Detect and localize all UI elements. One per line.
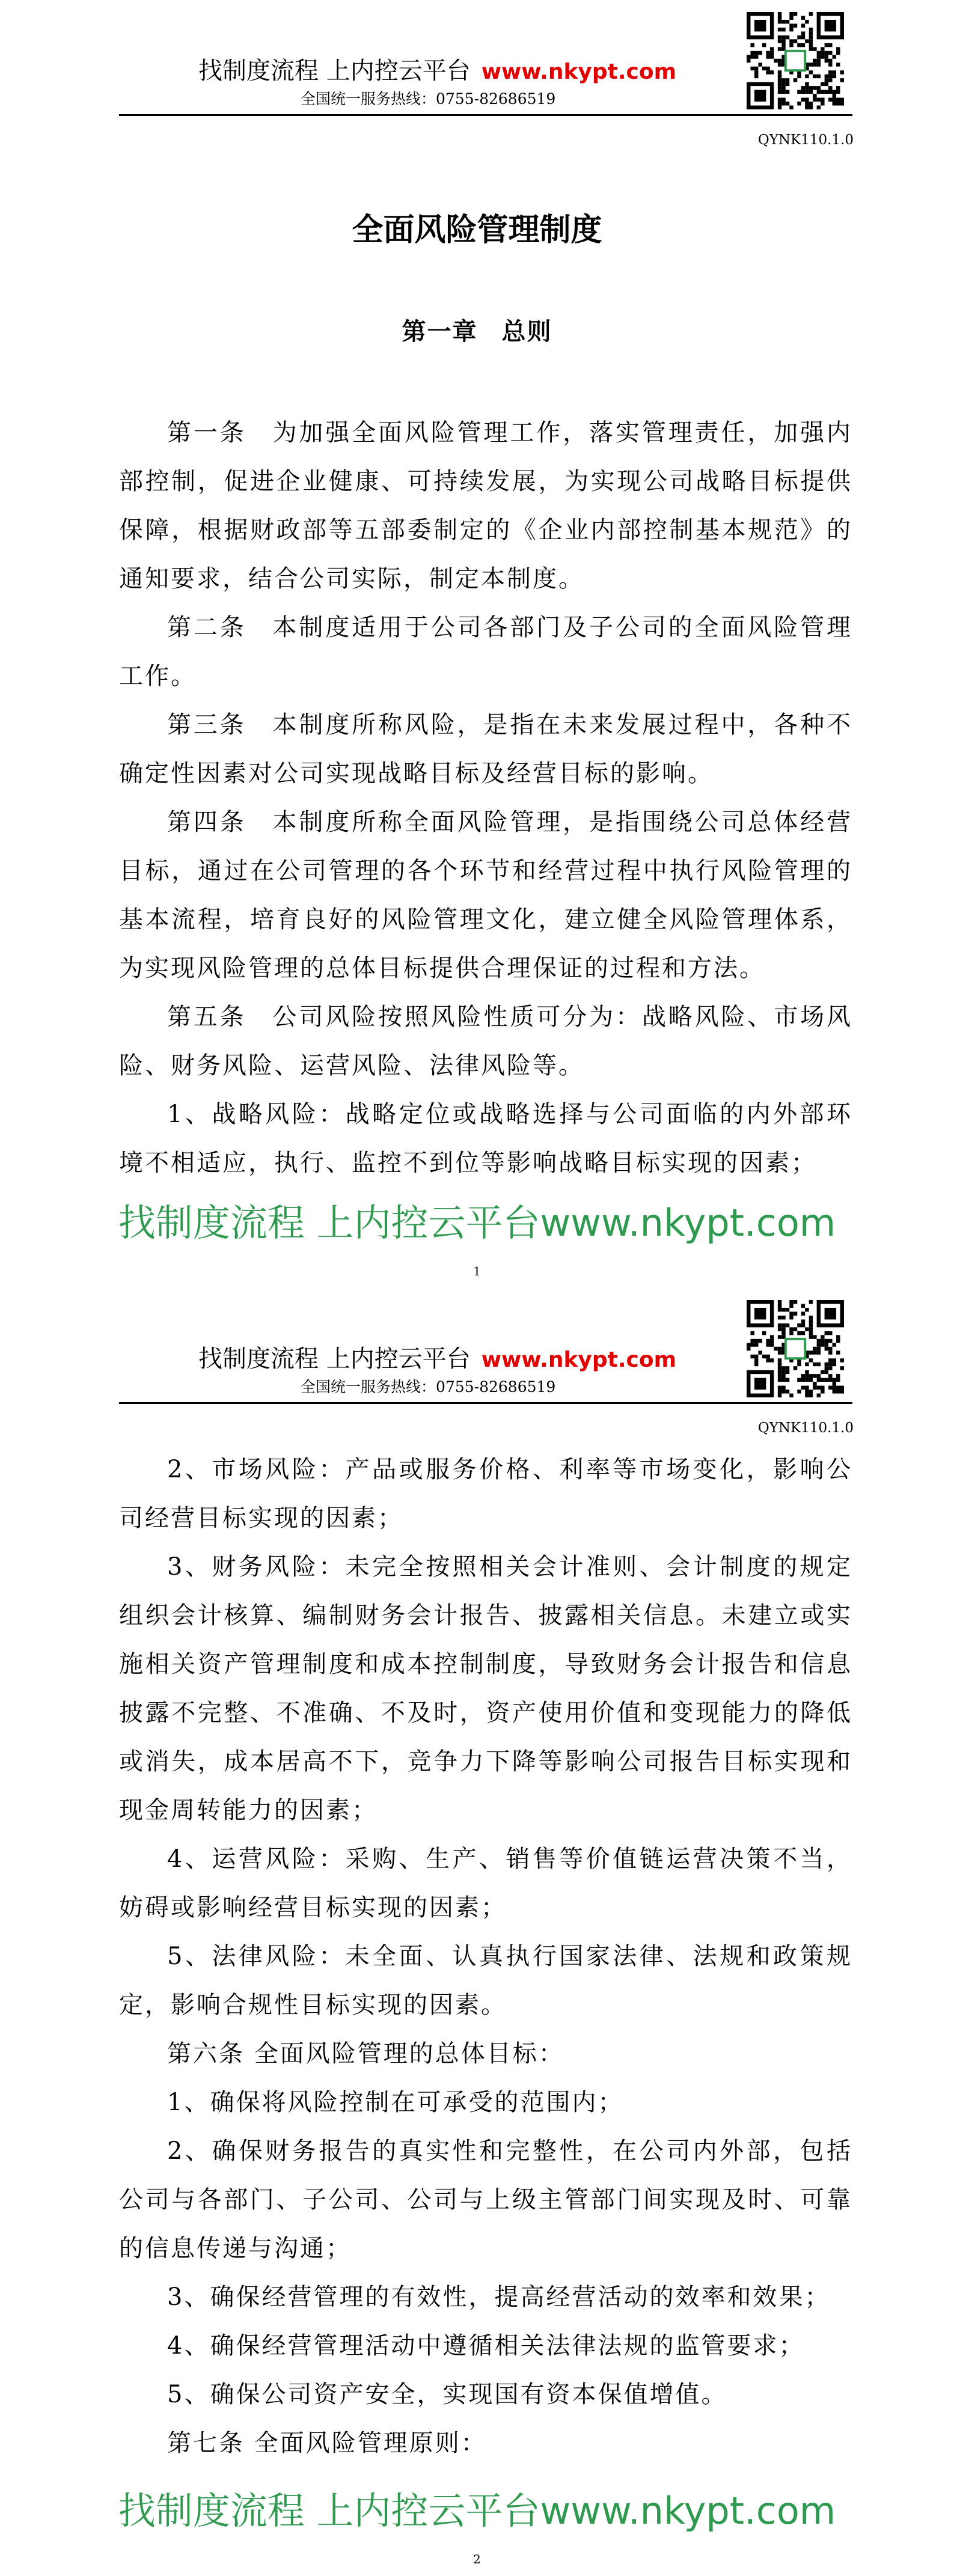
paragraph: 4、运营风险：采购、生产、销售等价值链运营决策不当，妨碍或影响经营目标实现的因素； [119, 1845, 852, 1921]
header-url[interactable]: www.nkypt.com [481, 60, 677, 84]
qr-code-icon [747, 12, 844, 109]
header-hotline: 全国统一服务热线：0755-82686519 [301, 1378, 556, 1396]
paragraph: 第五条 公司风险按照风险性质可分为：战略风险、市场风险、财务风险、运营风险、法律风险等。 [119, 1003, 852, 1079]
header-banner [198, 52, 676, 86]
qr-code-icon [747, 1300, 844, 1397]
paragraph: 1、战略风险：战略定位或战略选择与公司面临的内外部环境不相适应，执行、监控不到位等影响战略目标实现的因素； [119, 1100, 852, 1177]
document-code: QYNK110.1.0 [757, 132, 854, 148]
header-banner [198, 1340, 676, 1374]
header-url[interactable]: www.nkypt.com [481, 1348, 677, 1372]
paragraph: 4、确保经营管理活动中遵循相关法律法规的监管要求； [167, 2332, 805, 2360]
paragraph: 第一条 为加强全面风险管理工作，落实管理责任，加强内部控制，促进企业健康、可持续发展，为实现公司战略目标提供保障，根据财政部等五部委制定的《企业内部控制基本规范》的通知要求，结合公司实际，制定本制度。 [119, 419, 852, 593]
header-slogan: 找制度流程 上内控云平台 [198, 57, 471, 85]
page-number: 2 [473, 2552, 481, 2566]
header-divider [119, 1402, 852, 1404]
paragraph: 第六条 全面风险管理的总体目标： [167, 2040, 564, 2068]
chapter-heading [0, 313, 954, 347]
paragraph: 2、确保财务报告的真实性和完整性，在公司内外部，包括公司与各部门、子公司、公司与上级主管部门间实现及时、可靠的信息传递与沟通； [119, 2137, 852, 2262]
page-number: 1 [473, 1264, 481, 1278]
document-title: 全面风险管理制度 [352, 212, 602, 248]
paragraph: 5、法律风险：未全面、认真执行国家法律、法规和政策规定，影响合规性目标实现的因素。 [119, 1943, 852, 2019]
paragraph: 第四条 本制度所称全面风险管理，是指围绕公司总体经营目标，通过在公司管理的各个环节和经营过程中执行风险管理的基本流程，培育良好的风险管理文化，建立健全风险管理体系，为实现风险管理的总体目标提供合理保证的过程和方法。 [119, 808, 852, 982]
paragraph: 第三条 本制度所称风险，是指在未来发展过程中，各种不确定性因素对公司实现战略目标及经营目标的影响。 [119, 711, 852, 787]
paragraph: 1、确保将风险控制在可承受的范围内； [167, 2089, 624, 2116]
paragraph: 2、市场风险：产品或服务价格、利率等市场变化，影响公司经营目标实现的因素； [119, 1456, 852, 1532]
paragraph: 3、确保经营管理的有效性，提高经营活动的效率和效果； [167, 2283, 831, 2311]
body-text [119, 1445, 852, 2468]
document-page-2 [0, 1288, 954, 2576]
paragraph: 5、确保公司资产安全，实现国有资本保值增值。 [167, 2381, 727, 2408]
paragraph: 3、财务风险：未完全按照相关会计准则、会计制度的规定组织会计核算、编制财务会计报告、披露相关信息。未建立或实施相关资产管理制度和成本控制制度，导致财务会计报告和信息披露不完整、不准确、不及时，资产使用价值和变现能力的降低或消失，成本居高不下，竞争力下降等影响公司报告目标实现和现金周转能力的因素； [119, 1553, 852, 1824]
chapter-number: 第一章 [402, 317, 478, 346]
document-code: QYNK110.1.0 [757, 1420, 854, 1436]
footer-watermark: 找制度流程 上内控云平台www.nkypt.com [118, 1201, 836, 1245]
header-slogan: 找制度流程 上内控云平台 [198, 1345, 471, 1373]
paragraph: 第七条 全面风险管理原则： [167, 2429, 487, 2457]
header-divider [119, 114, 852, 116]
chapter-name: 总则 [501, 317, 552, 346]
body-text [119, 409, 852, 1188]
paragraph: 第二条 本制度适用于公司各部门及子公司的全面风险管理工作。 [119, 614, 852, 690]
header-hotline: 全国统一服务热线：0755-82686519 [301, 90, 556, 108]
footer-watermark: 找制度流程 上内控云平台www.nkypt.com [118, 2489, 836, 2533]
